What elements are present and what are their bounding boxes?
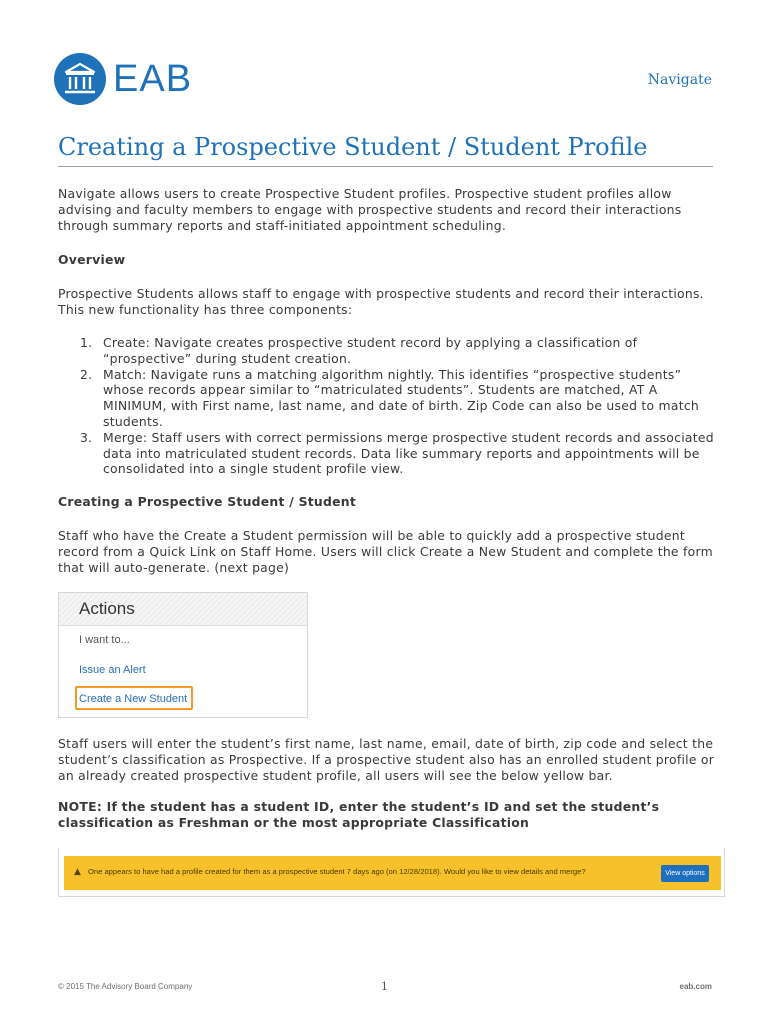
staff-entry-paragraph bbox=[58, 736, 718, 785]
list-line: students. bbox=[103, 413, 164, 429]
list-line: Merge: Staff users with correct permissions merge prospective student records and associated bbox=[103, 429, 714, 445]
list-item bbox=[80, 335, 714, 367]
eab-logo-mark bbox=[54, 53, 106, 105]
list-line: Create: Navigate creates prospective student record by applying a classification of bbox=[103, 335, 638, 350]
staff-entry-line: an already created prospective student profile, all users will see the below yellow bar. bbox=[58, 768, 613, 784]
footer-copyright: © 2015 The Advisory Board Company bbox=[58, 982, 193, 991]
list-number: 1. bbox=[80, 335, 93, 350]
overview-paragraph bbox=[58, 286, 718, 318]
creating-line: record from a Quick Link on Staff Home. Users will click Create a New Student and complete the form bbox=[58, 544, 713, 560]
warning-icon: ▲ bbox=[74, 867, 81, 877]
actions-panel-screenshot bbox=[58, 592, 308, 718]
note-line: classification as Freshman or the most appropriate Classification bbox=[58, 815, 530, 831]
overview-heading: Overview bbox=[58, 252, 126, 267]
staff-entry-line: student’s classification as Prospective. If a prospective student also has an enrolled student profile or bbox=[58, 752, 715, 768]
list-line: Match: Navigate runs a matching algorithm nightly. This identifies “prospective students” bbox=[103, 366, 682, 382]
footer-site[interactable]: eab.com bbox=[679, 982, 712, 991]
intro-line: advising and faculty members to engage with prospective students and record their interactions bbox=[58, 202, 682, 218]
list-item bbox=[80, 367, 714, 430]
issue-alert-link[interactable]: Issue an Alert bbox=[79, 664, 146, 676]
merge-warning-bar bbox=[64, 856, 721, 890]
overview-line: This new functionality has three components: bbox=[58, 302, 353, 318]
institution-icon bbox=[54, 53, 106, 105]
note-paragraph bbox=[58, 799, 659, 832]
creating-line: that will auto-generate. (next page) bbox=[58, 560, 290, 576]
create-new-student-link[interactable]: Create a New Student bbox=[79, 693, 188, 705]
actions-panel-header bbox=[59, 593, 307, 626]
list-item bbox=[80, 430, 714, 477]
creating-heading: Creating a Prospective Student / Student bbox=[58, 494, 357, 509]
list-line: “prospective” during student creation. bbox=[103, 350, 352, 366]
list-line: consolidated into a single student profile view. bbox=[103, 461, 404, 477]
title-divider bbox=[58, 166, 713, 167]
actions-title: Actions bbox=[79, 599, 135, 618]
list-line: data into matriculated student records. Data like summary reports and appointments will be bbox=[103, 445, 700, 461]
list-number: 3. bbox=[80, 429, 93, 445]
components-list bbox=[80, 335, 714, 477]
list-line: MINIMUM, with First name, last name, and date of birth. Zip Code can also be used to match bbox=[103, 398, 699, 414]
intro-line: through summary reports and staff-initiated appointment scheduling. bbox=[58, 218, 507, 234]
list-number: 2. bbox=[80, 366, 93, 382]
intro-paragraph bbox=[58, 186, 718, 235]
intro-line: Navigate allows users to create Prospective Student profiles. Prospective student profiles allow bbox=[58, 186, 672, 201]
note-line: NOTE: If the student has a student ID, enter the student’s ID and set the student’s bbox=[58, 799, 660, 814]
page-number: 1 bbox=[381, 980, 388, 993]
list-line: whose records appear similar to “matriculated students”. Students are matched, AT A bbox=[103, 382, 658, 398]
overview-line: Prospective Students allows staff to engage with prospective students and record their interactions. bbox=[58, 286, 704, 301]
actions-prompt: I want to... bbox=[79, 634, 130, 646]
eab-logo-text: EAB bbox=[113, 58, 193, 100]
view-options-button[interactable]: View options bbox=[661, 865, 709, 882]
creating-paragraph bbox=[58, 528, 718, 577]
page-title: Creating a Prospective Student / Student Profile bbox=[58, 133, 648, 161]
merge-warning-text: One appears to have had a profile created for them as a prospective student 7 days ago (on 12/28/2018). Would you like to view details and merge? bbox=[88, 867, 586, 876]
product-name: Navigate bbox=[647, 72, 712, 88]
creating-line: Staff who have the Create a Student permission will be able to quickly add a prospective student bbox=[58, 528, 685, 543]
staff-entry-line: Staff users will enter the student’s first name, last name, email, date of birth, zip code and select the bbox=[58, 736, 714, 751]
